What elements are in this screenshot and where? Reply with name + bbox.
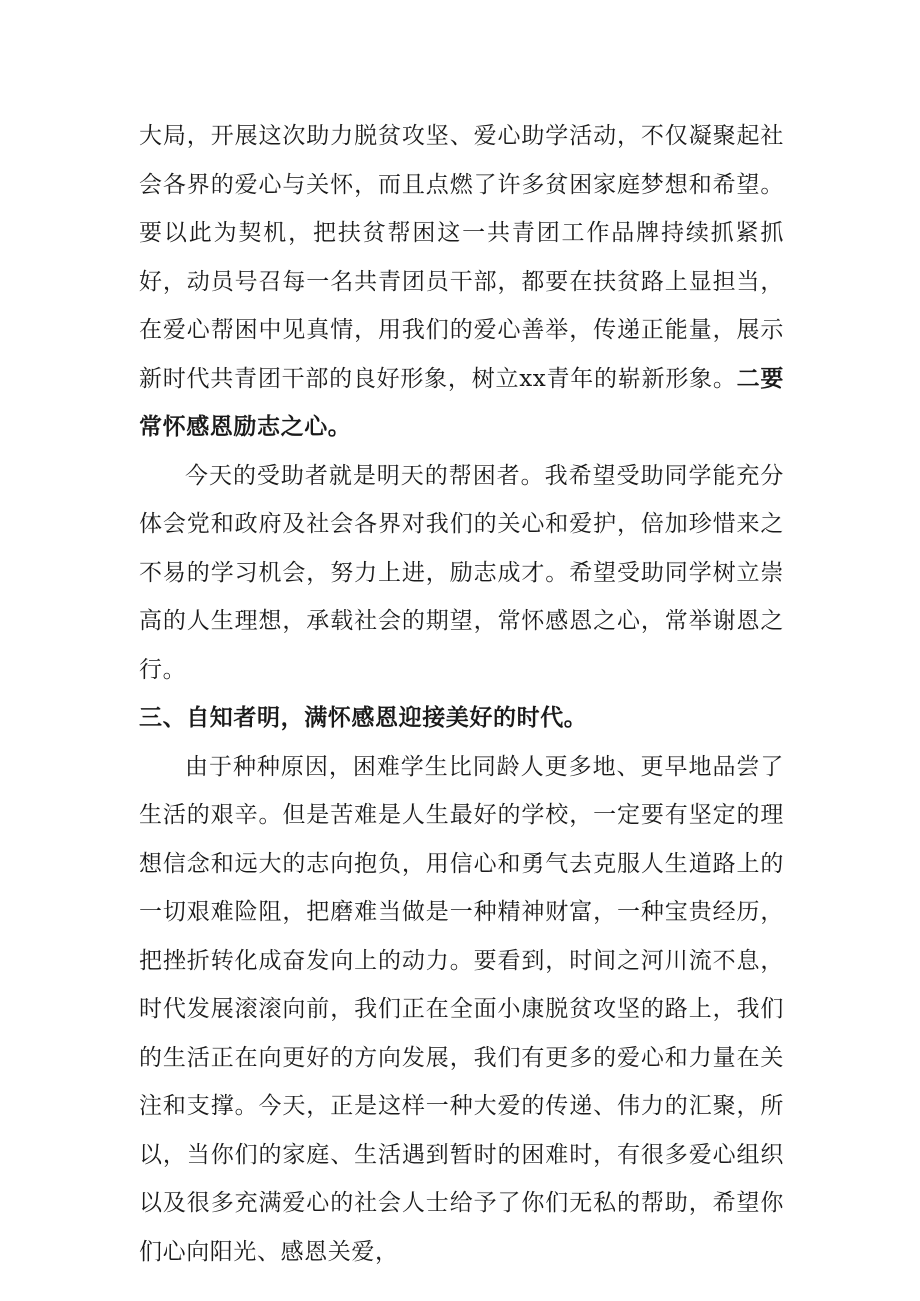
document-body <box>139 112 784 1276</box>
paragraph-1 <box>139 112 784 452</box>
paragraph-1-bold-tail: 二要常怀感恩励志之心。 <box>139 364 785 440</box>
paragraph-2: 今天的受助者就是明天的帮困者。我希望受助同学能充分体会党和政府及社会各界对我们的关心和爱护，倍加珍惜来之不易的学习机会，努力上进，励志成才。希望受助同学树立崇高的人生理想，承载社会的期望，常怀感恩之心，常举谢恩之行。 <box>139 462 784 683</box>
paragraph-3: 由于种种原因，困难学生比同龄人更多地、更早地品尝了生活的艰辛。但是苦难是人生最好的学校，一定要有坚定的理想信念和远大的志向抱负，用信心和勇气去克服人生道路上的一切艰难险阻，把磨难当做是一种精神财富，一种宝贵经历，把挫折转化成奋发向上的动力。要看到，时间之河川流不息，时代发展滚滚向前，我们正在全面小康脱贫攻坚的路上，我们的生活正在向更好的方向发展，我们有更多的爱心和力量在关注和支撑。今天，正是这样一种大爱的传递、伟力的汇聚，所以，当你们的家庭、生活遇到暂时的困难时，有很多爱心组织以及很多充满爱心的社会人士给予了你们无私的帮助，希望你们心向阳光、感恩关爱， <box>139 753 784 1265</box>
paragraph-1-text: 大局，开展这次助力脱贫攻坚、爱心助学活动，不仅凝聚起社会各界的爱心与关怀，而且点燃了许多贫困家庭梦想和希望。要以此为契机，把扶贫帮困这一共青团工作品牌持续抓紧抓好，动员号召每一名共青团员干部，都要在扶贫路上显担当，在爱心帮困中见真情，用我们的爱心善举，传递正能量，展示新时代共青团干部的良好形象，树立xx青年的崭新形象。 <box>139 123 784 392</box>
section-heading-3: 三、自知者明，满怀感恩迎接美好的时代。 <box>139 704 588 731</box>
